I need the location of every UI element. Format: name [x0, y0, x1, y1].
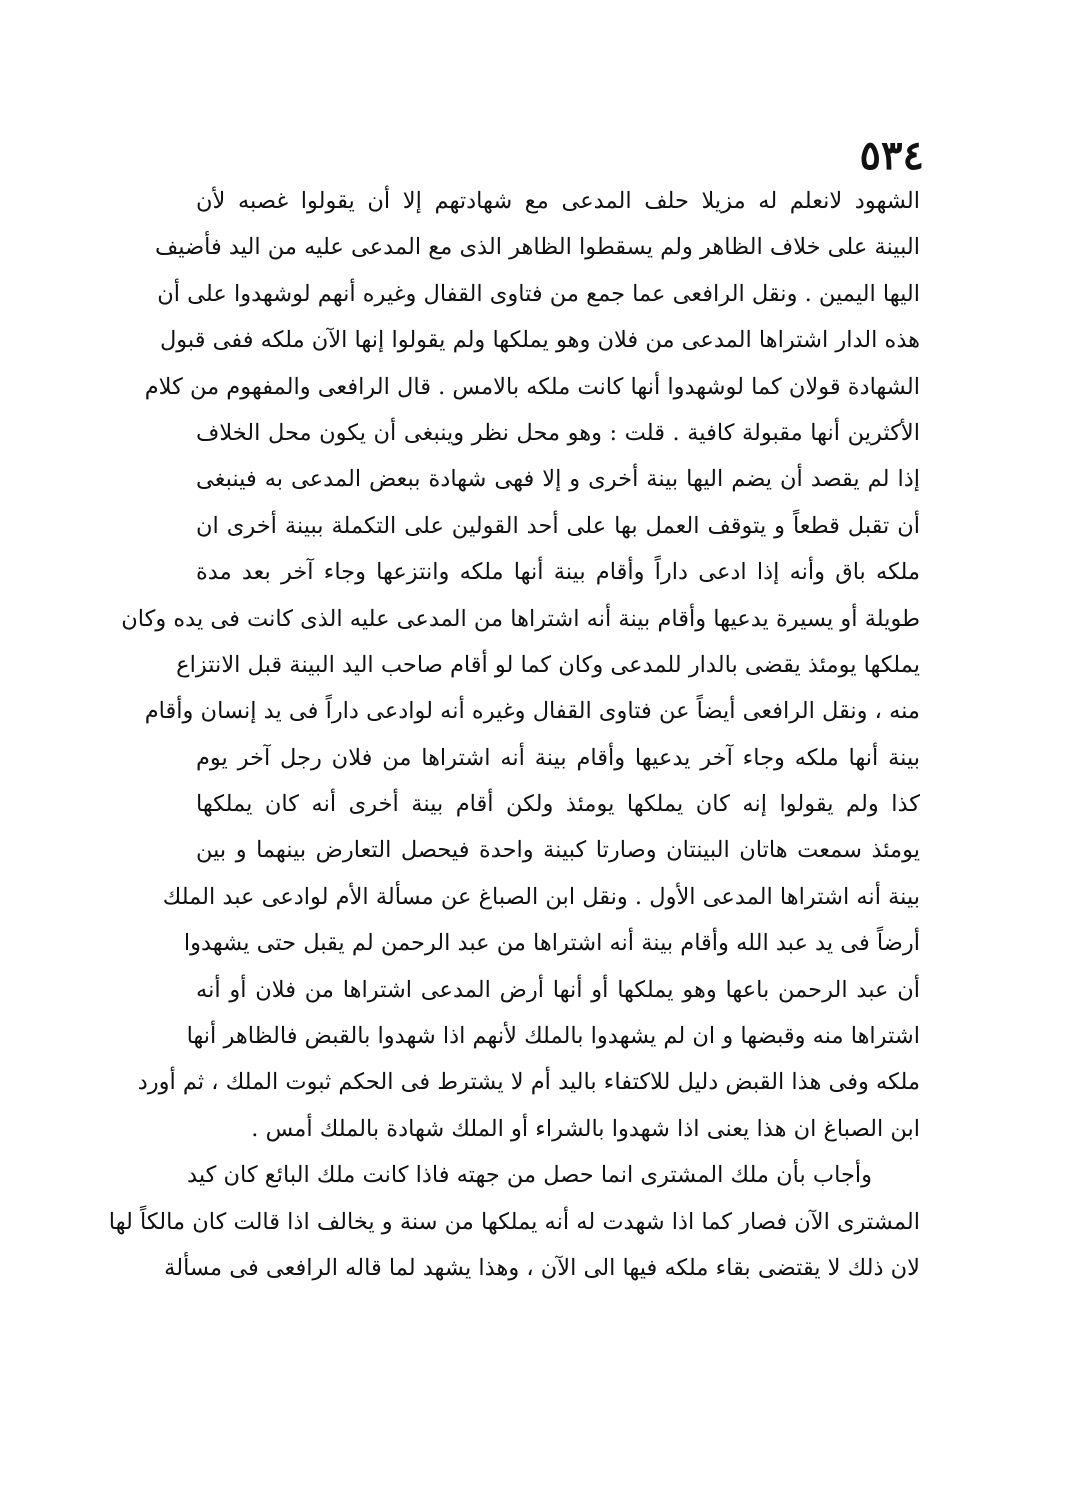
text-line-paragraph-start: وأجاب بأن ملك المشترى انما حصل من جهته فاذا كانت ملك البائع كان كيد — [187, 1162, 872, 1189]
text-line: الشهادة قولان كما لوشهدوا أنها كانت ملكه بالامس . قال الرافعى والمفهوم من كلام — [144, 373, 920, 400]
text-line: يومئذ سمعت هاتان البينتان وصارتا كبينة واحدة فيحصل التعارض بينهما و بين — [196, 837, 920, 864]
text-line: بينة أنه اشتراها المدعى الأول . ونقل ابن الصباغ عن مسألة الأم لوادعى عبد الملك — [162, 883, 920, 910]
text-line: يملكها يومئذ يقضى بالدار للمدعى وكان كما لو أقام صاحب اليد البينة قبل الانتزاع — [176, 651, 920, 678]
text-line: الشهود لانعلم له مزيلا حلف المدعى مع شهادتهم إلا أن يقولوا غصبه لأن — [196, 188, 920, 214]
text-line: اشتراها منه وقبضها و ان لم يشهدوا بالملك لأنهم اذا شهدوا بالقبض فالظاهر أنها — [186, 1023, 920, 1050]
text-line: أرضاً فى يد عبد الله وأقام بينة أنه اشتراها من عبد الرحمن لم يقبل حتى يشهدوا — [183, 930, 920, 957]
text-line: لان ذلك لا يقتضى بقاء ملكه فيها الى الآن ، وهذا يشهد لما قاله الرافعى فى مسألة — [164, 1254, 920, 1281]
text-line: اليها اليمين . ونقل الرافعى عما جمع من فتاوى القفال وغيره أنهم لوشهدوا على أن — [157, 280, 920, 307]
text-line: المشترى الآن فصار كما اذا شهدت له أنه يملكها من سنة و يخالف اذا قالت كان مالكاً لها — [108, 1208, 920, 1235]
body-text — [108, 178, 920, 1291]
text-line: البينة على خلاف الظاهر ولم يسقطوا الظاهر الذى مع المدعى عليه من اليد فأضيف — [154, 234, 920, 261]
text-line: منه ، ونقل الرافعى أيضاً عن فتاوى القفال وغيره أنه لوادعى داراً فى يد إنسان وأقام — [144, 698, 920, 725]
text-line-paragraph-end: ابن الصباغ ان هذا يعنى اذا شهدوا بالشراء أو الملك شهادة بالملك أمس . — [251, 1115, 920, 1142]
text-line: أن تقبل قطعاً و يتوقف العمل بها على أحد القولين على التكملة ببينة أخرى ان — [196, 512, 920, 539]
text-line: ملكه باق وأنه إذا ادعى داراً وأقام بينة أنها ملكه وانتزعها وجاء آخر بعد مدة — [196, 559, 920, 586]
text-line: إذا لم يقصد أن يضم اليها بينة أخرى و إلا فهى شهادة ببعض المدعى به فينبغى — [196, 466, 920, 493]
text-line: طويلة أو يسيرة يدعيها وأقام بينة أنه اشتراها من المدعى عليه الذى كانت فى يده وكان — [121, 605, 920, 632]
text-line: أن عبد الرحمن باعها وهو يملكها أو أنها أرض المدعى اشتراها من فلان أو أنه — [196, 976, 920, 1003]
text-line: بينة أنها ملكه وجاء آخر يدعيها وأقام بينة أنه اشتراها من فلان رجل آخر يوم — [196, 744, 920, 771]
text-line: كذا ولم يقولوا إنه كان يملكها يومئذ ولكن أقام بينة أخرى أنه كان يملكها — [196, 791, 920, 818]
text-line: هذه الدار اشتراها المدعى من فلان وهو يملكها ولم يقولوا إنها الآن ملكه ففى قبول — [159, 327, 920, 354]
text-line: ملكه وفى هذا القبض دليل للاكتفاء باليد أم لا يشترط فى الحكم ثبوت الملك ، ثم أورد — [137, 1069, 920, 1096]
page-number: ٥٣٤ — [859, 132, 924, 179]
text-line: الأكثرين أنها مقبولة كافية . قلت : وهو محل نظر وينبغى أن يكون محل الخلاف — [196, 419, 920, 446]
